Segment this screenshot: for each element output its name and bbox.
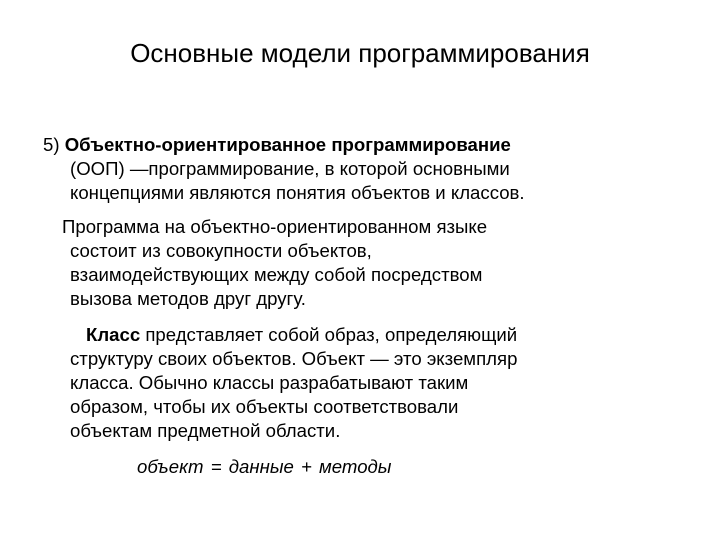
program-paragraph-line-2: состоит из совокупности объектов,	[70, 240, 372, 261]
oop-definition-line-1	[43, 134, 511, 156]
class-paragraph-line-3: класса. Обычно классы разрабатывают таким	[70, 372, 469, 393]
slide-title: Основные модели программирования	[130, 38, 590, 68]
oop-definition-line-3: концепциями являются понятия объектов и классов.	[70, 182, 525, 203]
program-paragraph-line-4: вызова методов друг другу.	[70, 288, 306, 309]
program-paragraph-line-3: взаимодействующих между собой посредством	[70, 264, 483, 285]
class-paragraph-line-4: образом, чтобы их объекты соответствовали	[70, 396, 459, 417]
oop-definition-line-2: (ООП) —программирование, в которой основными	[70, 158, 510, 179]
class-paragraph-line-1	[86, 324, 517, 346]
class-paragraph-line-5: объектам предметной области.	[70, 420, 341, 441]
program-paragraph-line-1: Программа на объектно-ориентированном языке	[62, 216, 488, 237]
class-paragraph-line-2: структуру своих объектов. Объект — это экземпляр	[70, 348, 518, 369]
formula: объект = данные + методы	[137, 456, 392, 477]
item-number: 5)	[43, 134, 65, 155]
class-term: Класс	[86, 324, 141, 345]
class-paragraph-line-1-text: представляет собой образ, определяющий	[140, 324, 518, 345]
oop-term: Объектно-ориентированное программирование	[64, 134, 511, 155]
